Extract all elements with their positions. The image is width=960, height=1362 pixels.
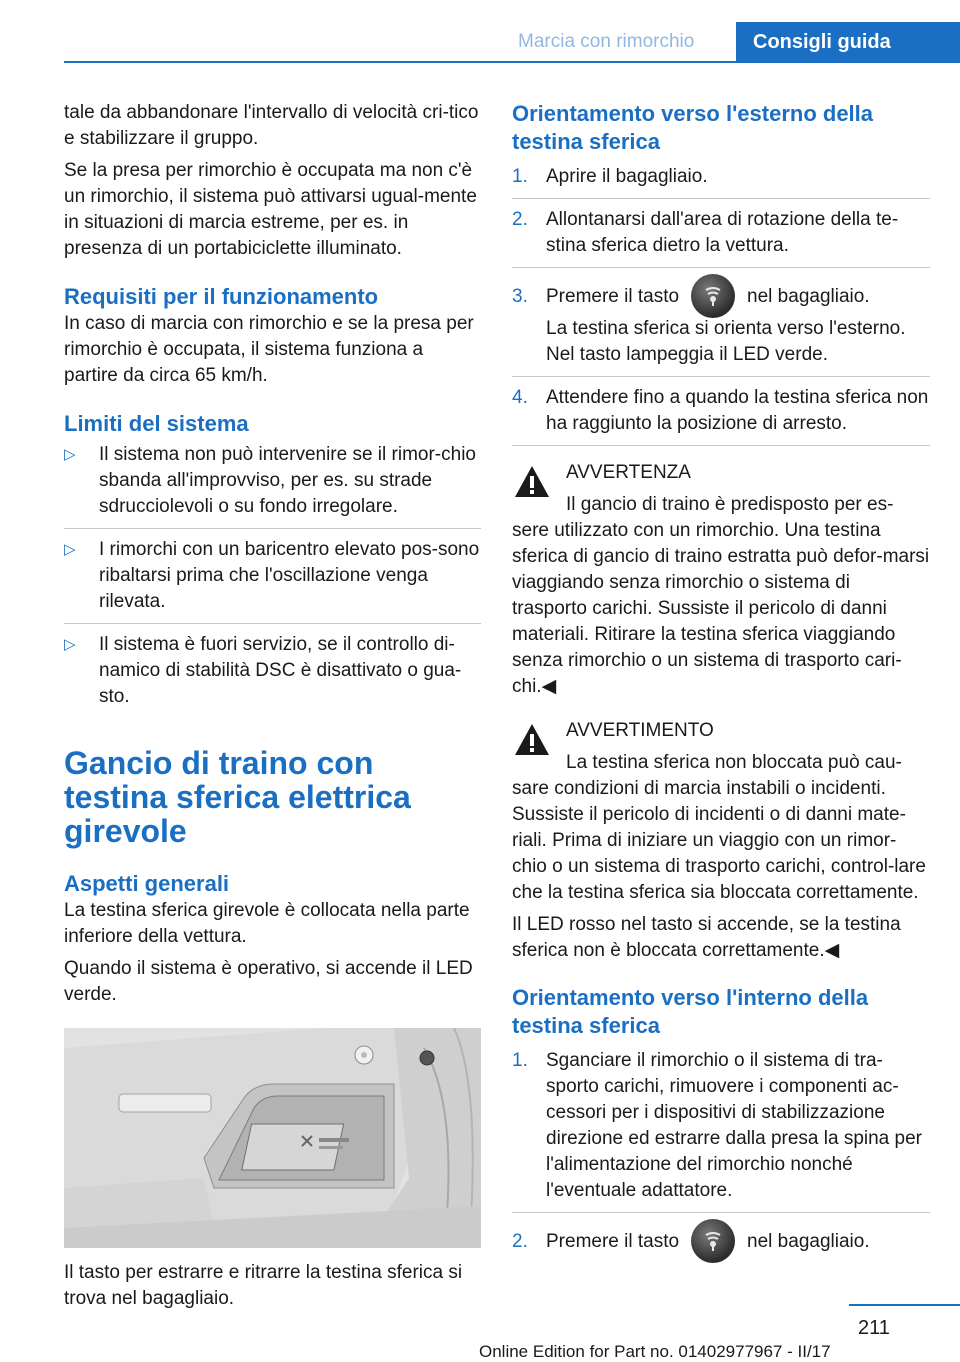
footer-edition: Online Edition for Part no. 01402977967 - II/17 [479,1342,831,1361]
bullet-triangle-icon: ▷ [64,446,76,463]
step-item [512,276,930,377]
step-text: Premere il tasto [546,1231,680,1253]
step-extra-text: La testina sferica si orienta verso l'esterno. Nel tasto lampeggia il LED verde. [546,318,906,366]
warning-title: AVVERTENZA [566,462,691,484]
trunk-illustration-drawing [64,1028,481,1248]
step-item [512,164,930,199]
list-item-text: Il sistema è fuori servizio, se il controllo di-namico di stabilità DSC è disattivato o gua-sto. [99,634,462,707]
bullet-triangle-icon: ▷ [64,636,76,653]
trunk-illustration [64,1028,481,1248]
heading-interno: Orientamento verso l'interno della testina sferica [512,985,869,1039]
paragraph: La testina sferica girevole è collocata nella parte inferiore della vettura. [64,900,470,947]
paragraph: tale da abbandonare l'intervallo di velocità cri-tico e stabilizzare il gruppo. [64,102,479,149]
page-number: 211 [858,1317,890,1339]
step-number: 2. [512,1231,528,1253]
header-rule [64,61,960,63]
header-chapter-tab: Consigli guida [736,22,960,63]
warning-title: AVVERTIMENTO [566,720,714,742]
step-number: 3. [512,286,528,307]
steps-outward [512,164,930,446]
heading-esterno: Orientamento verso l'esterno della testina sferica [512,101,874,154]
paragraph: Quando il sistema è operativo, si accende il LED verde. [64,958,473,1005]
step-item [512,385,930,446]
heading-gancio: Gancio di traino con testina sferica elettrica girevole [64,745,411,849]
warning-triangle-icon [512,720,552,760]
list-item-text: I rimorchi con un baricentro elevato pos-sono ribaltarsi prima che l'oscillazione venga rilevata. [99,539,480,612]
footer-rule [849,1304,960,1306]
step-item [512,1221,930,1263]
step-text: nel bagagliaio. [747,1231,870,1253]
button-trailer-icon [691,1219,735,1263]
bullet-triangle-icon: ▷ [64,541,76,558]
list-item [64,537,481,624]
warning-block [512,460,930,700]
step-number: 1. [512,166,528,187]
step-text: Aprire il bagagliaio. [546,166,708,187]
step-text: Sganciare il rimorchio o il sistema di tra-sporto carichi, rimuovere i componenti ac-cessori per i dispositivi di stabilizzazione direzione ed estrarre dalla presa la spina per l'alimentazione del rimorchio nonché l'eventuale adattatore. [546,1050,922,1202]
limits-list [64,442,481,718]
warning-triangle-icon [512,462,552,502]
warning-text: La testina sferica non bloccata può cau-sare condizioni di marcia instabili o incidenti. Sussiste il pericolo di incidenti o di danni mate-riali. Prima di iniziare un viaggio con un rimor-chio o un sistema di trasporto carichi, control-lare che la testina sferica sia bloccata correttamente. [512,752,926,904]
paragraph: Se la presa per rimorchio è occupata ma non c'è un rimorchio, il sistema può attivarsi ugual-mente in situazioni di marcia estreme, per es. in presenza di un portabiciclette illuminato. [64,160,477,259]
warning-block [512,718,930,964]
list-item [64,442,481,529]
right-column [512,100,930,1271]
paragraph: In caso di marcia con rimorchio e se la presa per rimorchio è occupata, il sistema funziona a partire da circa 65 km/h. [64,313,474,386]
warning-text: Il LED rosso nel tasto si accende, se la testina sferica non è bloccata correttamente.◀ [512,914,901,962]
heading-limiti: Limiti del sistema [64,411,249,436]
figure-caption: Il tasto per estrarre e ritrarre la testina sferica si trova nel bagagliaio. [64,1262,463,1309]
step-item [512,207,930,268]
step-number: 4. [512,387,528,409]
step-number: 1. [512,1050,528,1072]
warning-text: Il gancio di traino è predisposto per es-sere utilizzato con un rimorchio. Una testina sferica di gancio di traino estratta può defor-marsi viaggiando senza rimorchio o sistema di trasporto carichi. Sussiste il pericolo di danni materiali. Ritirare la testina sferica viaggiando senza rimorchio o un sistema di trasporto cari-chi.◀ [512,494,930,698]
step-text: Attendere fino a quando la testina sferica non ha raggiunto la posizione di arresto. [546,387,929,435]
step-text: nel bagagliaio. [747,286,870,308]
button-trailer-icon [691,274,735,318]
step-text: Premere il tasto [546,286,680,308]
list-item-text: Il sistema non può intervenire se il rimor-chio sbanda all'improvviso, per es. su strade sdrucciolevoli o su fondo irregolare. [99,444,476,517]
step-number: 2. [512,209,528,230]
step-item [512,1048,930,1213]
heading-aspetti: Aspetti generali [64,871,230,896]
step-text: Allontanarsi dall'area di rotazione della te-stina sferica dietro la vettura. [546,209,899,256]
heading-requisiti: Requisiti per il funzionamento [64,284,379,309]
list-item [64,632,481,718]
header-section-title: Marcia con rimorchio [518,31,695,52]
steps-inward [512,1048,930,1263]
left-column [64,100,481,1312]
